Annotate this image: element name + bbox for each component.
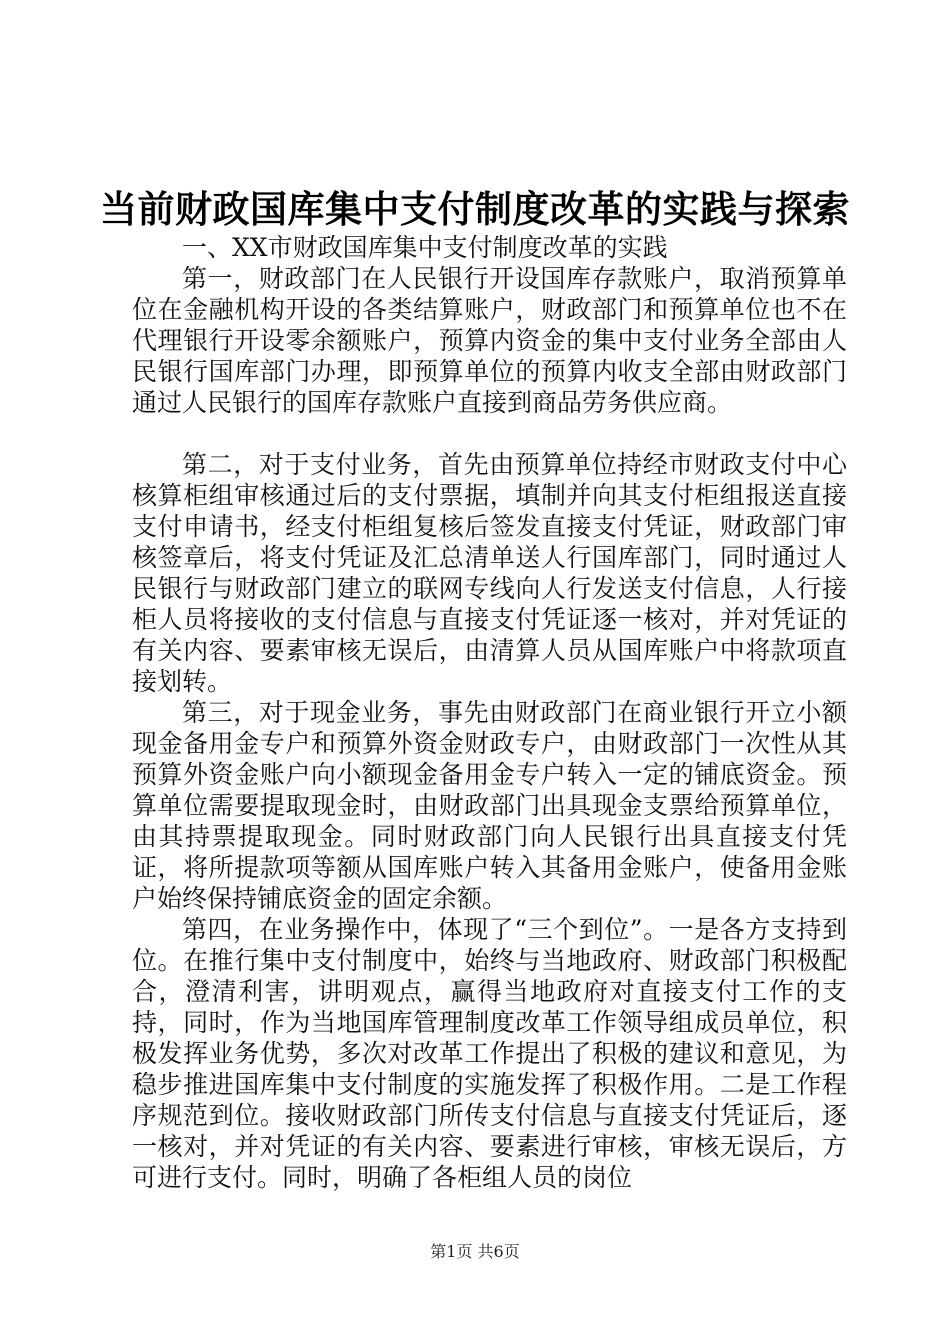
paragraph-first: 第一，财政部门在人民银行开设国库存款账户，取消预算单位在金融机构开设的各类结算账户，财政部门和预算单位也不在代理银行开设零余额账户，预算内资金的集中支付业务全部由人民银行国库部门办理，即预算单位的预算内收支全部由财政部门通过人民银行的国库存款账户直接到商品劳务供应商。 [132, 264, 847, 417]
section-heading: 一、XX市财政国库集中支付制度改革的实践 [182, 233, 668, 262]
page-footer: 第1页 共6页 [430, 1242, 520, 1261]
paragraph-third: 第三，对于现金业务，事先由财政部门在商业银行开立小额现金备用金专户和预算外资金财政专户，由财政部门一次性从其预算外资金账户向小额现金备用金专户转入一定的铺底资金。预算单位需要提取现金时，由财政部门出具现金支票给预算单位，由其持票提取现金。同时财政部门向人民银行出具直接支付凭证，将所提款项等额从国库账户转入其备用金账户，使备用金账户始终保持铺底资金的固定余额。 [132, 698, 847, 913]
paragraph-fourth: 第四，在业务操作中，体现了“三个到位”。一是各方支持到位。在推行集中支付制度中，始终与当地政府、财政部门积极配合，澄清利害，讲明观点，赢得当地政府对直接支付工作的支持，同时，作为当地国库管理制度改革工作领导组成员单位，积极发挥业务优势，多次对改革工作提出了积极的建议和意见，为稳步推进国库集中支付制度的实施发挥了积极作用。二是工作程序规范到位。接收财政部门所传支付信息与直接支付凭证后，逐一核对，并对凭证的有关内容、要素进行审核，审核无误后，方可进行支付。同时，明确了各柜组人员的岗位 [132, 915, 847, 1192]
paragraph-second: 第二，对于支付业务，首先由预算单位持经市财政支付中心核算柜组审核通过后的支付票据，填制并向其支付柜组报送直接支付申请书，经支付柜组复核后签发直接支付凭证，财政部门审核签章后，将支付凭证及汇总清单送人行国库部门，同时通过人民银行与财政部门建立的联网专线向人行发送支付信息，人行接柜人员将接收的支付信息与直接支付凭证逐一核对，并对凭证的有关内容、要素审核无误后，由清算人员从国库账户中将款项直接划转。 [132, 450, 847, 696]
document-body [132, 232, 847, 1193]
document-title: 当前财政国库集中支付制度改革的实践与探索 [100, 188, 850, 231]
